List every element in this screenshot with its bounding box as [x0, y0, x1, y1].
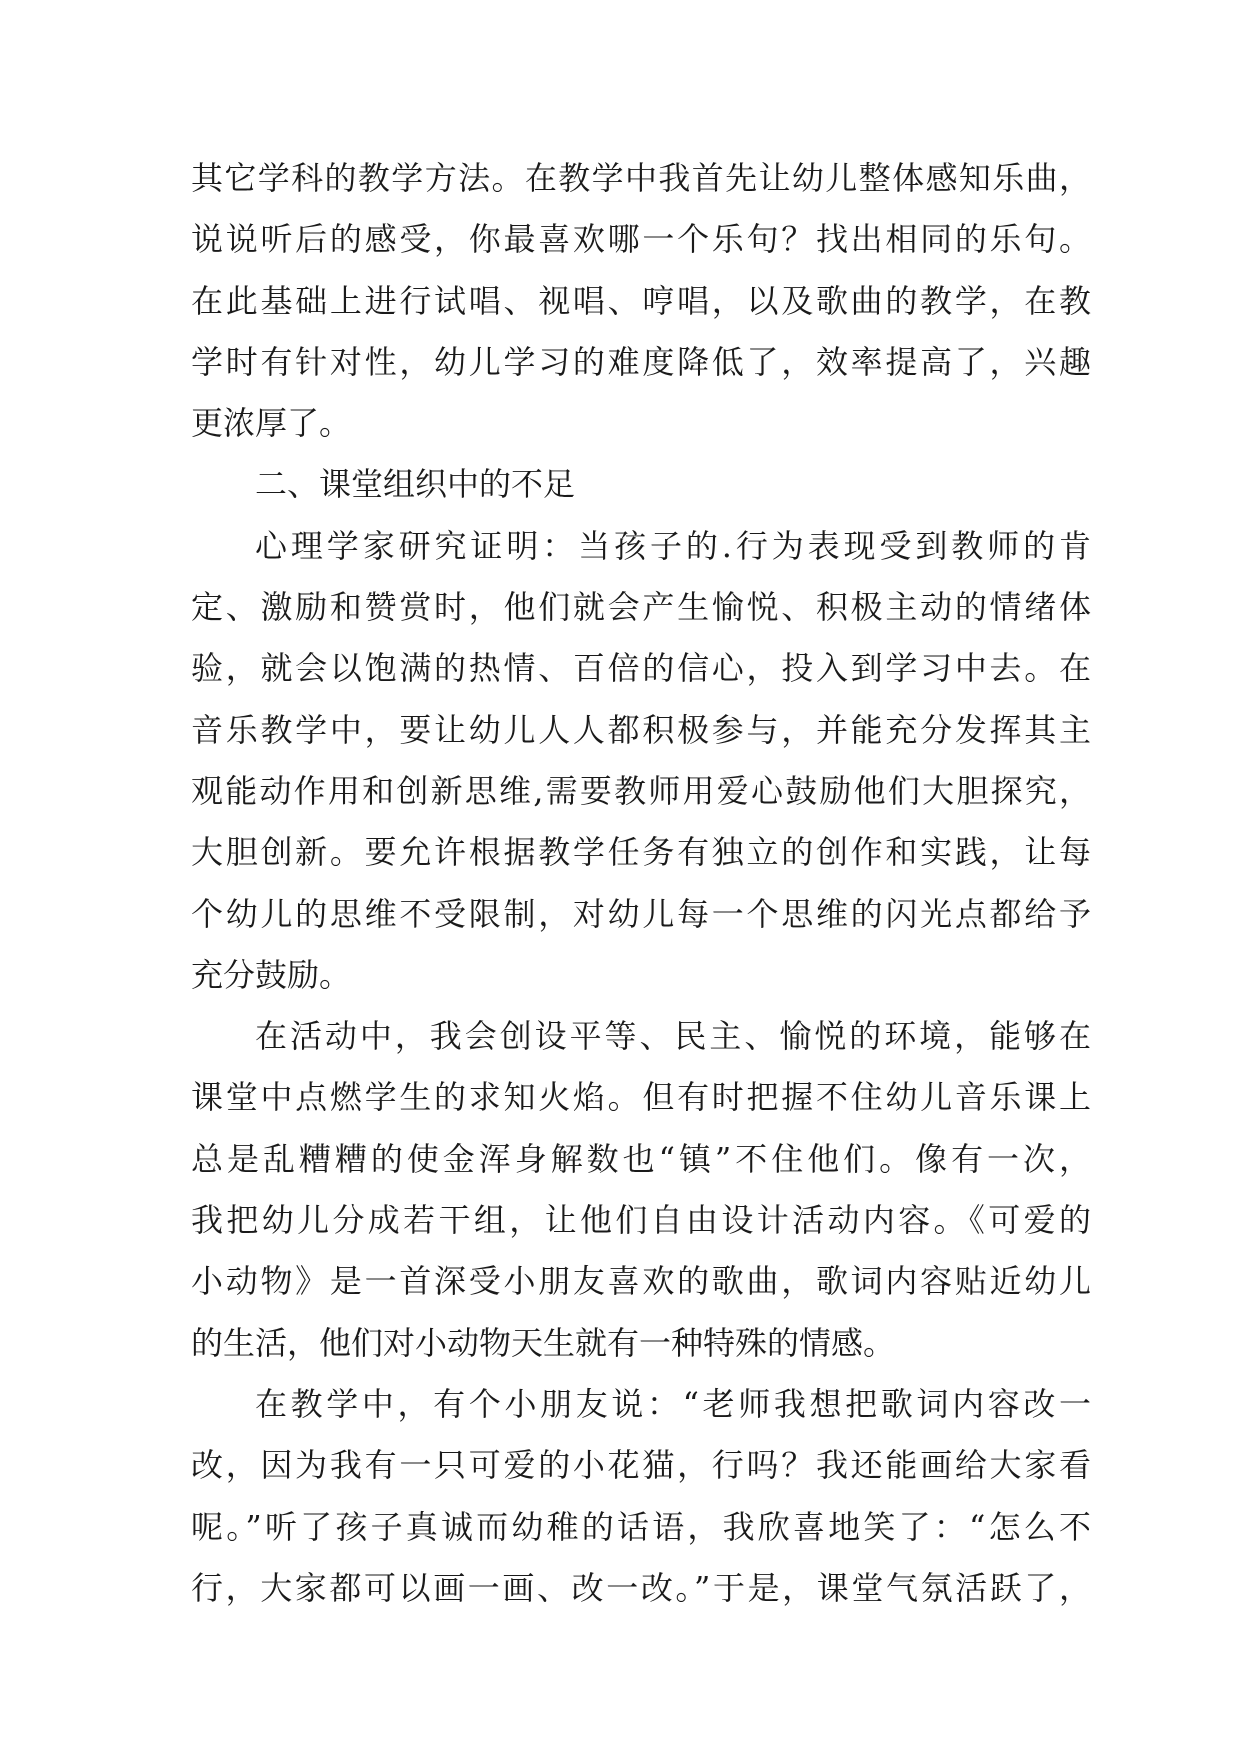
- text-line: 定、激励和赞赏时，他们就会产生愉悦、积极主动的情绪体: [191, 588, 1091, 627]
- text-line: 课堂中点燃学生的求知火焰。但有时把握不住幼儿音乐课上: [191, 1078, 1091, 1117]
- body-text: [191, 148, 1091, 1619]
- text-line: 呢。”听了孩子真诚而幼稚的话语，我欣喜地笑了：“怎么不: [191, 1507, 1091, 1546]
- text-line: 小动物》是一首深受小朋友喜欢的歌曲，歌词内容贴近幼儿: [191, 1262, 1091, 1301]
- text-line: 学时有针对性，幼儿学习的难度降低了，效率提高了，兴趣: [191, 342, 1091, 381]
- text-line: 在此基础上进行试唱、视唱、哼唱，以及歌曲的教学，在教: [191, 281, 1091, 320]
- text-line: 改，因为我有一只可爱的小花猫，行吗？我还能画给大家看: [191, 1446, 1091, 1485]
- text-line: 大胆创新。要允许根据教学任务有独立的创作和实践，让每: [191, 833, 1091, 872]
- text-line: 行，大家都可以画一画、改一改。”于是，课堂气氛活跃了，: [191, 1568, 1091, 1607]
- text-line: 在活动中，我会创设平等、民主、愉悦的环境，能够在: [255, 1017, 1091, 1056]
- text-line: 观能动作用和创新思维,需要教师用爱心鼓励他们大胆探究，: [191, 771, 1091, 810]
- section-heading: 二、课堂组织中的不足: [255, 465, 576, 504]
- text-line: 总是乱糟糟的使金浑身解数也“镇”不住他们。像有一次，: [191, 1139, 1091, 1178]
- text-line: 说说听后的感受，你最喜欢哪一个乐句？找出相同的乐句。: [191, 220, 1091, 259]
- text-line: 个幼儿的思维不受限制，对幼儿每一个思维的闪光点都给予: [191, 894, 1091, 933]
- text-line: 的生活，他们对小动物天生就有一种特殊的情感。: [191, 1323, 896, 1362]
- text-line: 音乐教学中，要让幼儿人人都积极参与，并能充分发挥其主: [191, 710, 1091, 749]
- text-line: 充分鼓励。: [191, 955, 352, 994]
- text-line: 心理学家研究证明：当孩子的.行为表现受到教师的肯: [255, 526, 1091, 565]
- text-line: 我把幼儿分成若干组，让他们自由设计活动内容。《可爱的: [191, 1201, 1091, 1240]
- text-line: 在教学中，有个小朋友说：“老师我想把歌词内容改一: [255, 1384, 1091, 1423]
- text-line: 其它学科的教学方法。在教学中我首先让幼儿整体感知乐曲，: [191, 159, 1091, 197]
- text-line: 验，就会以饱满的热情、百倍的信心，投入到学习中去。在: [191, 649, 1091, 688]
- text-line: 更浓厚了。: [191, 404, 352, 443]
